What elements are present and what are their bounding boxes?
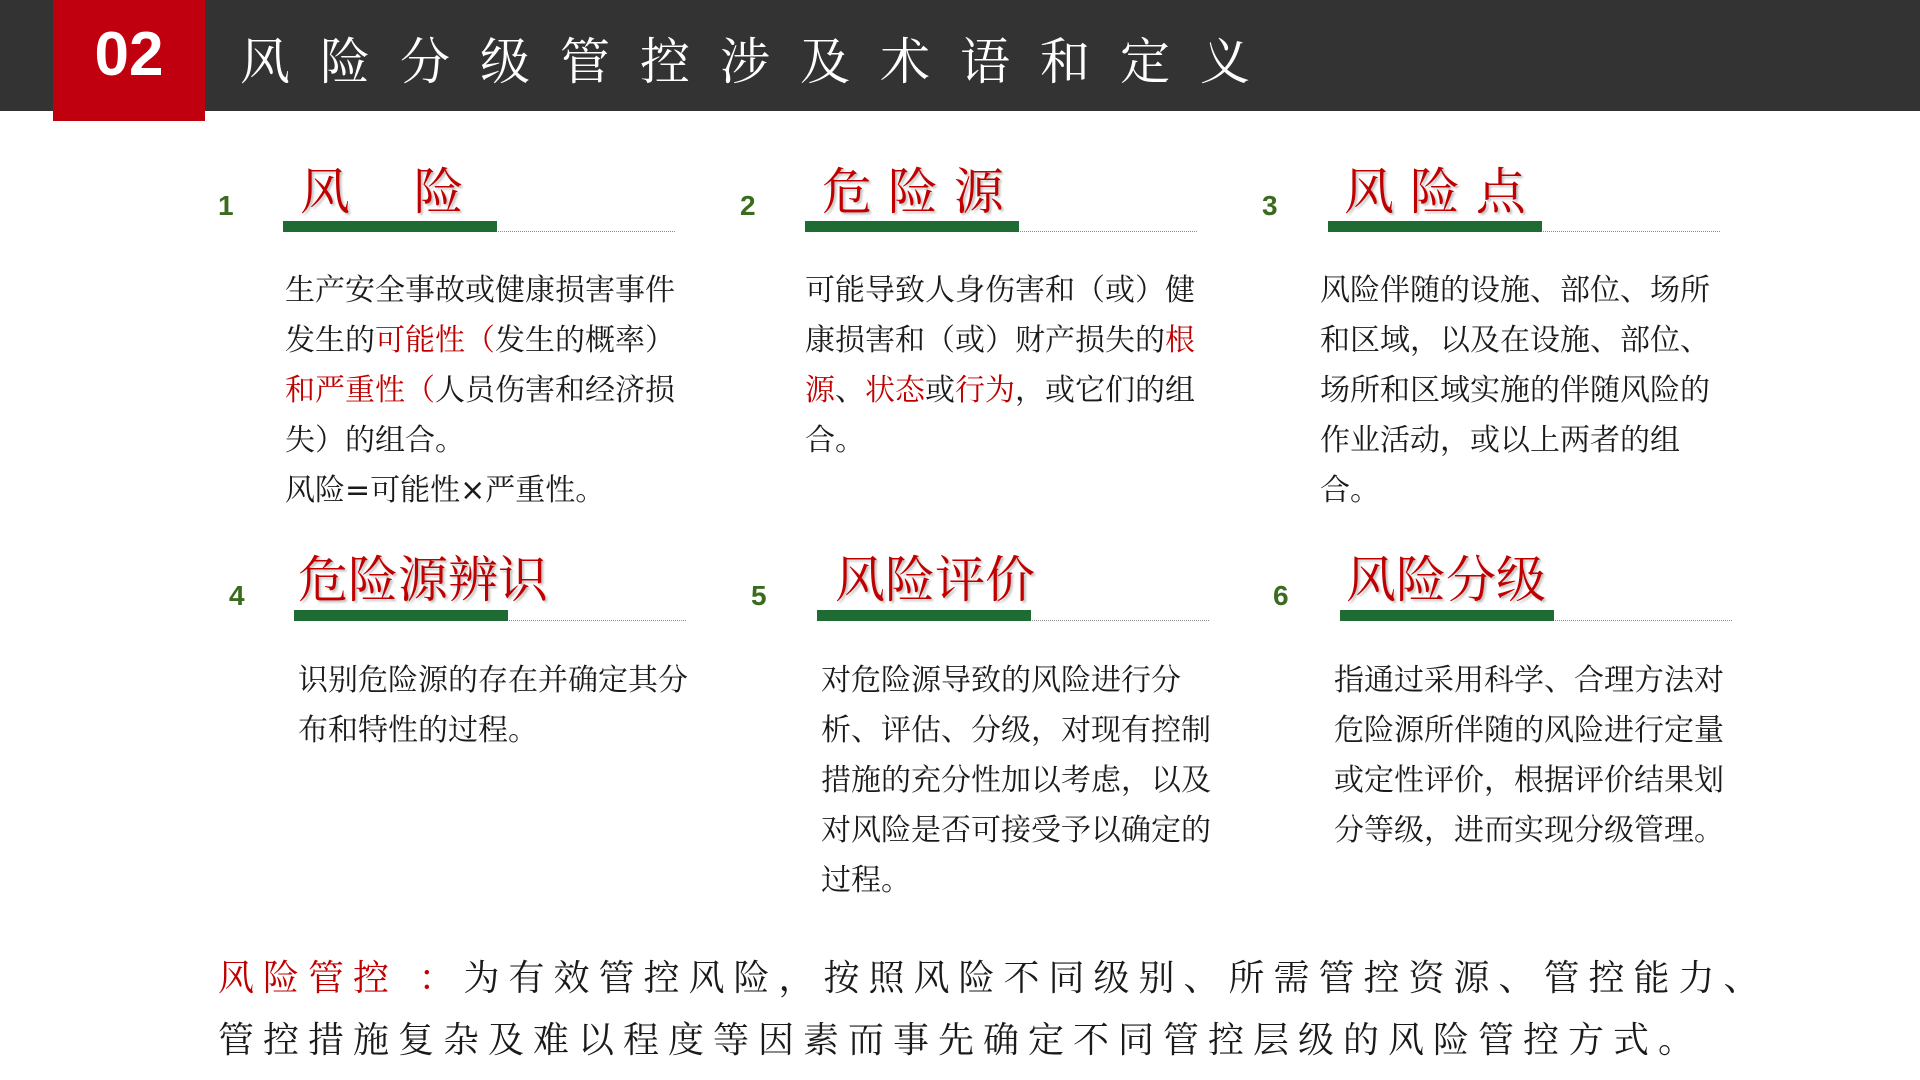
card-title: 危险源辨识	[298, 551, 548, 609]
title-underline-bar	[805, 221, 1019, 232]
card-title: 风 险 点	[1344, 163, 1526, 221]
section-number: 02	[94, 20, 164, 89]
card-number: 1	[218, 190, 234, 221]
body-text: 可能导致人身伤害和（或）健康损害和（或）财产损失的	[805, 273, 1195, 358]
card-title: 风 险	[300, 163, 464, 221]
body-text: 生产安全事故或健康损害事件发生的	[285, 273, 675, 358]
card-title: 风险评价	[835, 551, 1035, 609]
highlight-term: 可能性（	[375, 323, 495, 358]
body-text: 人员伤害和经济损失）的组合。	[285, 373, 675, 458]
card-number: 4	[229, 580, 245, 611]
body-text: ，或它们的组合。	[805, 373, 1195, 458]
section-number-badge	[53, 0, 205, 121]
title-underline-bar	[1340, 610, 1554, 621]
card-body	[805, 266, 1205, 466]
highlight-term: 和严重性（	[285, 373, 435, 408]
highlight-term: 状态	[865, 373, 925, 408]
highlight-term: 行为	[955, 373, 1015, 408]
body-text: 风险=可能性×严重性。	[285, 473, 606, 508]
page-title: 风险分级管控涉及术语和定义	[240, 33, 1280, 91]
title-underline-bar	[283, 221, 497, 232]
card-body	[1320, 266, 1720, 516]
card-body	[285, 266, 685, 516]
card-body	[1334, 656, 1734, 856]
footer-label: 风险管控 ：	[218, 958, 464, 999]
body-text: 发生的概率）	[495, 323, 675, 358]
card-number: 5	[751, 580, 767, 611]
title-underline-bar	[1328, 221, 1542, 232]
card-title: 危 险 源	[822, 163, 1004, 221]
title-underline-bar	[294, 610, 508, 621]
card-number: 2	[740, 190, 756, 221]
body-text: 识别危险源的存在并确定其分布和特性的过程。	[298, 663, 688, 748]
card-number: 3	[1262, 190, 1278, 221]
card-body	[821, 656, 1221, 906]
title-underline-bar	[817, 610, 1031, 621]
body-text: 或	[925, 373, 955, 408]
footer-definition	[218, 948, 1788, 1072]
card-title: 风险分级	[1346, 551, 1546, 609]
highlight-term: 根源	[805, 323, 1195, 408]
footer-text: 为有效管控风险，按照风险不同级别、所需管控资源、管控能力、管控措施复杂及难以程度等因素而事先确定不同管控层级的风险管控方式。	[218, 958, 1769, 1061]
card-number: 6	[1273, 580, 1289, 611]
card-body	[298, 656, 698, 756]
body-text: 指通过采用科学、合理方法对危险源所伴随的风险进行定量或定性评价，根据评价结果划分等级，进而实现分级管理。	[1334, 663, 1724, 848]
body-text: 、	[835, 373, 865, 408]
body-text: 对危险源导致的风险进行分析、评估、分级，对现有控制措施的充分性加以考虑，以及对风险是否可接受予以确定的过程。	[821, 663, 1211, 898]
body-text: 风险伴随的设施、部位、场所和区域，以及在设施、部位、场所和区域实施的伴随风险的作业活动，或以上两者的组合。	[1320, 273, 1710, 508]
